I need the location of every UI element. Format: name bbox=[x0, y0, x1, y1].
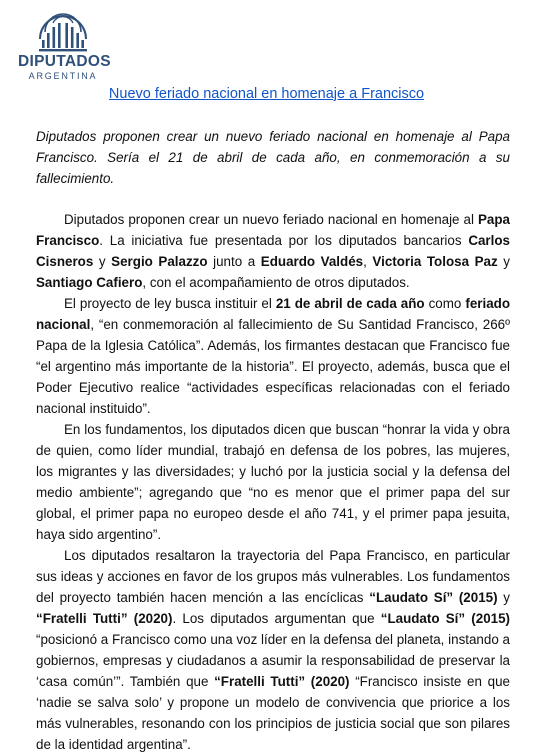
paragraph-4: Los diputados resaltaron la trayectoria del Papa Francisco, en particular sus ideas y acciones en favor de los grupos más vulnerables. Los fundamentos del proyecto también hacen mención a las encíclicas “Laudato Sí” (2015) y “Fratelli Tutti” (2020). Los diputados argumentan que “Laudato Sí” (2015) “posicionó a Francisco como una voz líder en la defensa del planeta, instando a gobiernos, empresas y ciudadanos a asumir la responsabilidad de preservar la ‘casa común’”. También que “Fratelli Tutti” (2020) “Francisco insiste en que ‘nadie se salva solo’ y propone un modelo de convivencia que priorice a los más vulnerables, resonando con los principios de justicia social que son pilares de la identidad argentina”. bbox=[36, 548, 511, 752]
logo-name: DIPUTADOS bbox=[18, 53, 111, 70]
document-body bbox=[36, 126, 510, 755]
paragraph-3: En los fundamentos, los diputados dicen que buscan “honrar la vida y obra de quien, como líder mundial, trabajó en defensa de los pobres, las mujeres, los migrantes y las diversidades; y luchó por la justicia social y la defensa del medio ambiente”; agregando que “no es menor que el primer papa del sur global, el primer papa no europeo desde el año 741, y el primer papa jesuita, haya sido argentino”. bbox=[36, 422, 510, 542]
document-title[interactable]: Nuevo feriado nacional en homenaje a Francisco bbox=[108, 86, 425, 102]
congress-dome-icon bbox=[37, 12, 89, 52]
logo-subtitle: ARGENTINA bbox=[28, 71, 98, 81]
paragraph-2: El proyecto de ley busca instituir el 21 de abril de cada año como feriado nacional, “en conmemoración al fallecimiento de Su Santidad Francisco, 266º Papa de la Iglesia Católica”. Además, los firmantes destacan que Francisco fue “el argentino más importante de la historia”. El proyecto, además, busca que el Poder Ejecutivo realice “actividades específicas relacionadas con el feriado nacional instituido”. bbox=[36, 296, 511, 416]
paragraph-1: Diputados proponen crear un nuevo feriado nacional en homenaje al Papa Francisco. La iniciativa fue presentada por los diputados bancarios Carlos Cisneros y Sergio Palazzo junto a Eduardo Valdés, Victoria Tolosa Paz y Santiago Cafiero, con el acompañamiento de otros diputados. bbox=[36, 212, 510, 290]
lead-paragraph: Diputados proponen crear un nuevo feriado nacional en homenaje al Papa Francisco. Sería el 21 de abril de cada año, en conmemoración a su fallecimiento. bbox=[36, 129, 510, 186]
diputados-logo bbox=[18, 10, 111, 81]
